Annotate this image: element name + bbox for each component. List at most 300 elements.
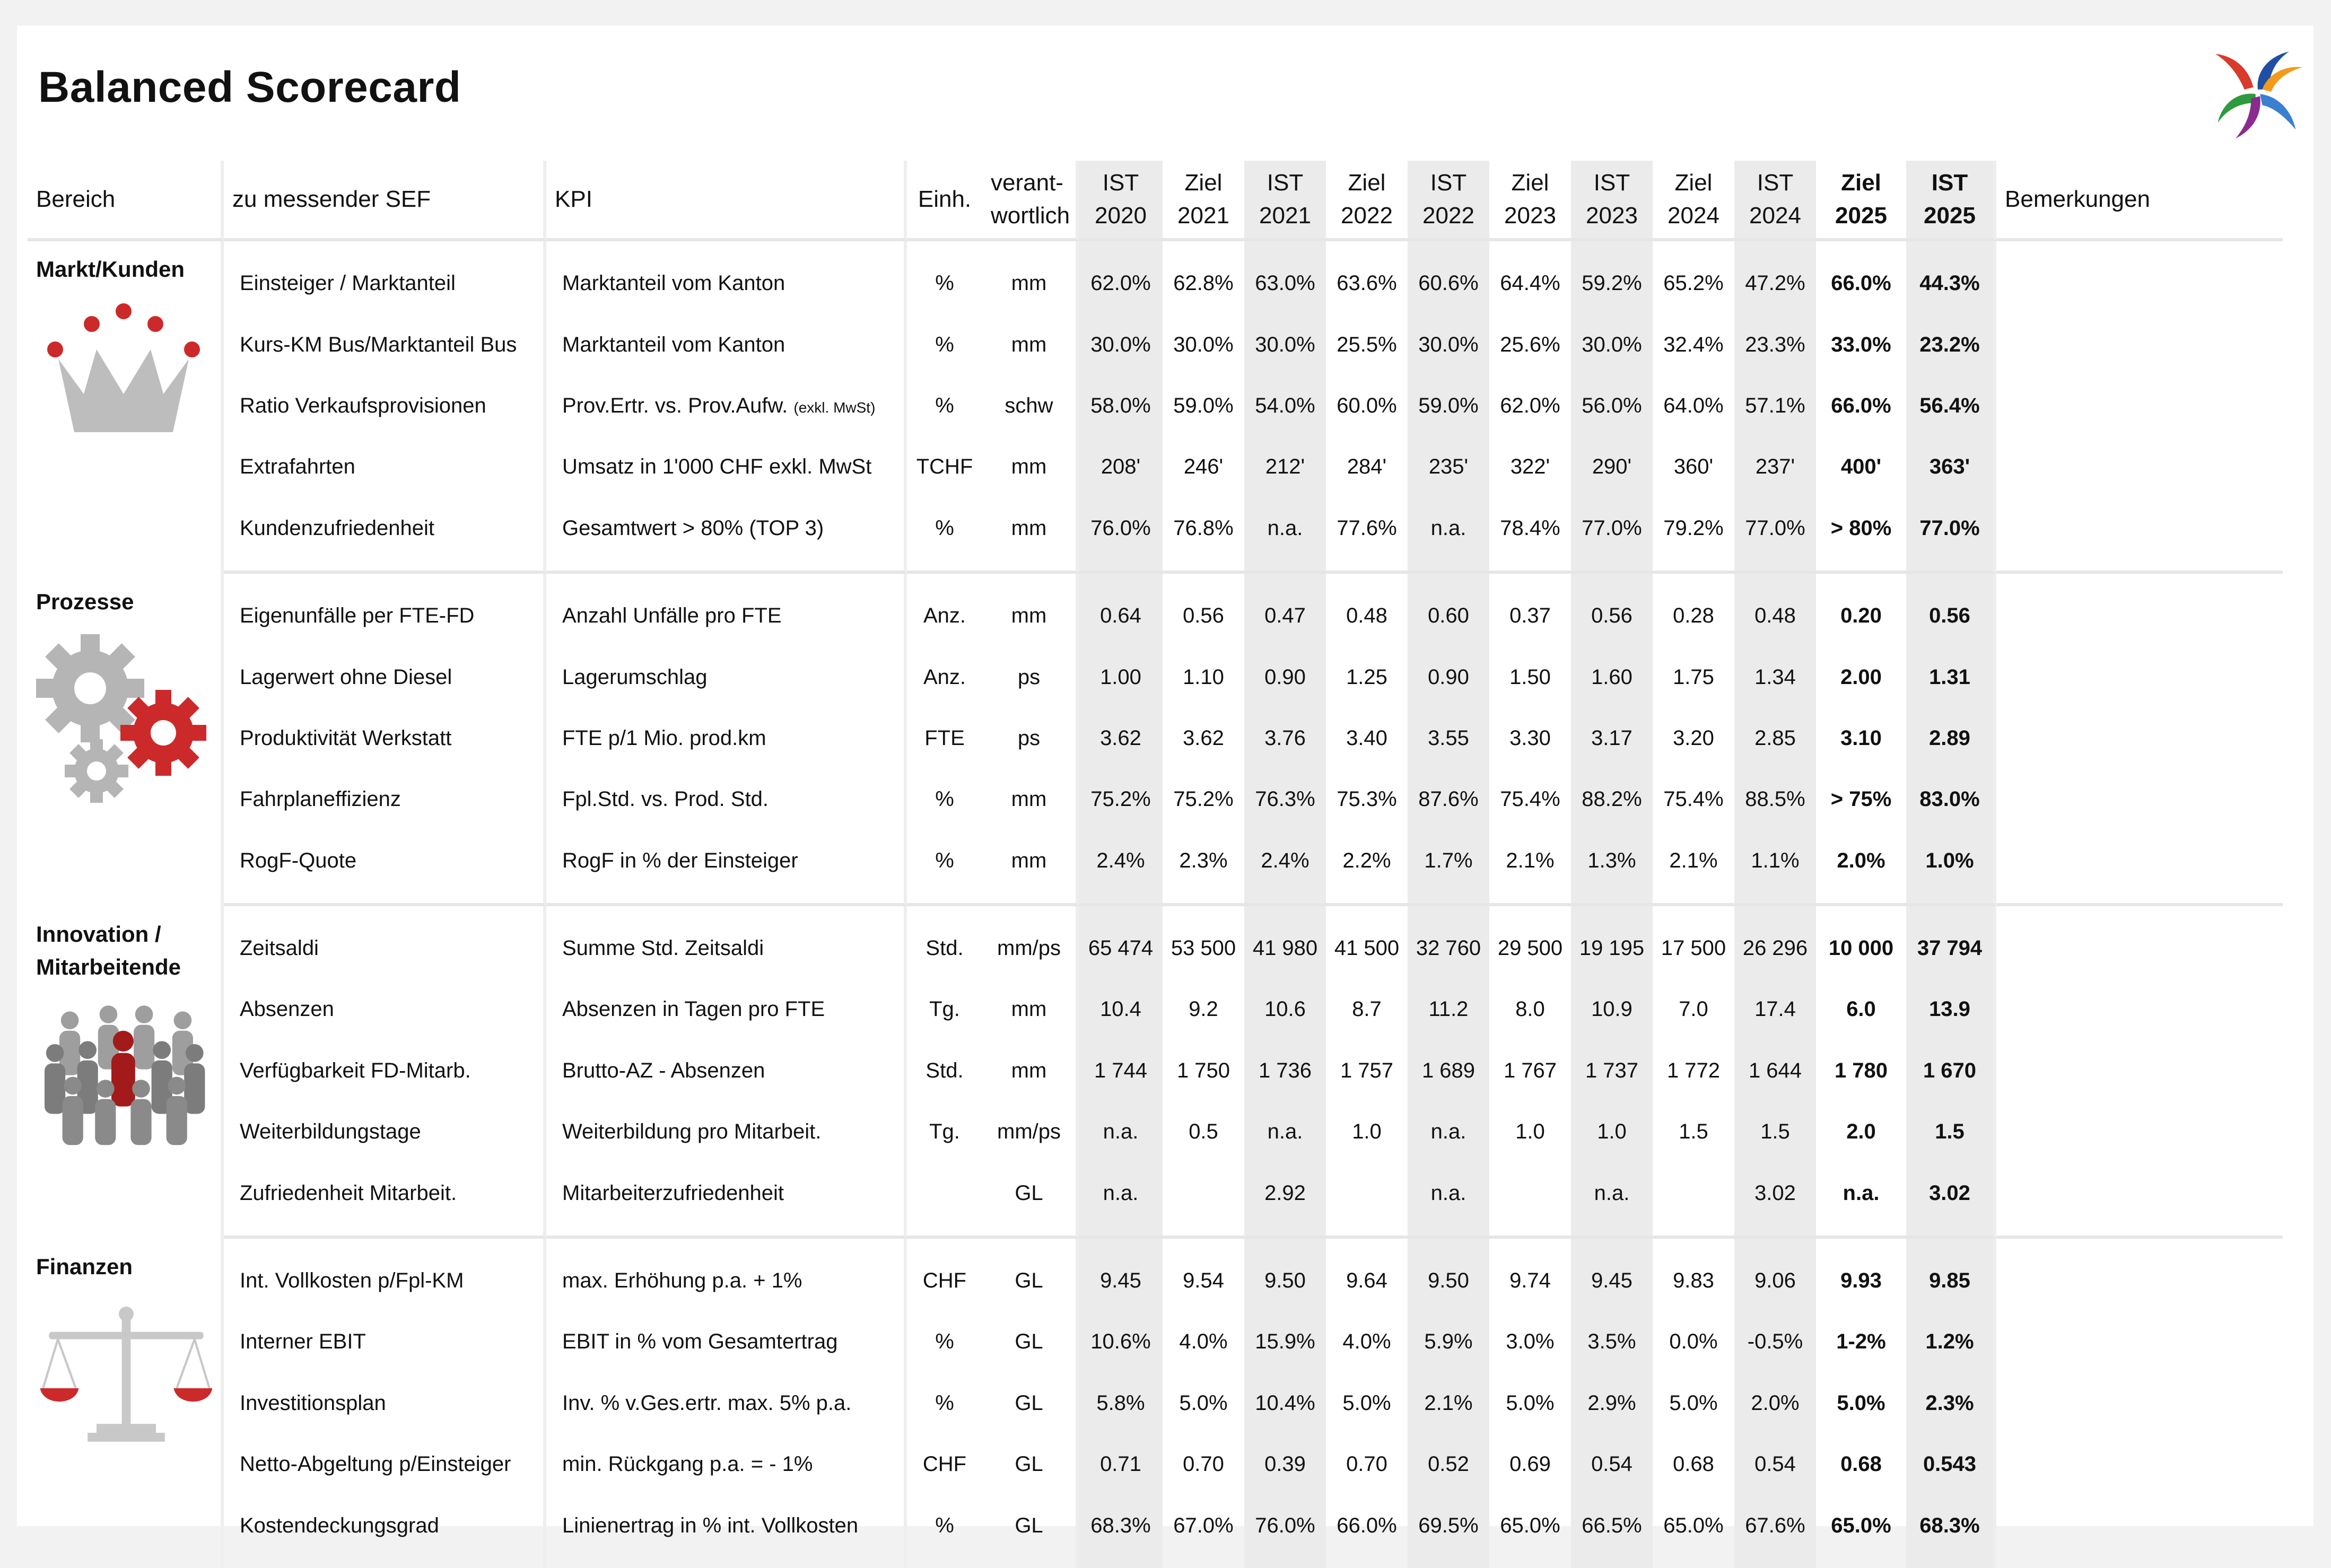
- value-cell-1: 59.0%: [1173, 393, 1234, 417]
- sef-cell: Lagerwert ohne Diesel: [224, 646, 546, 707]
- value-cell-1: 5.0%: [1179, 1391, 1228, 1415]
- table-row: [28, 1162, 2283, 1238]
- kpi-text: EBIT in % vom Gesamtertrag: [562, 1330, 838, 1354]
- value-cell-0: 0.64: [1079, 574, 1163, 646]
- value-cell-9: > 80%: [1816, 498, 1906, 574]
- sef-cell: Netto-Abgeltung p/Einsteiger: [224, 1434, 546, 1495]
- remarks-cell: [1996, 830, 2283, 906]
- value-cell-7: 0.28: [1673, 604, 1714, 628]
- value-cell-9: 10 000: [1828, 936, 1894, 960]
- kpi-text: Prov.Ertr. vs. Prov.Aufw.: [562, 393, 794, 417]
- unit-cell: %: [907, 830, 982, 906]
- header-year-5: [1489, 161, 1571, 241]
- value-cell-4: 2.1%: [1408, 1373, 1489, 1434]
- value-cell-9: 2.0: [1846, 1120, 1876, 1144]
- people-icon: [36, 1000, 216, 1153]
- kpi-cell: [546, 646, 907, 707]
- header-year-6: [1571, 161, 1653, 241]
- value-cell-8: 0.48: [1734, 574, 1816, 646]
- value-cell-2: 30.0%: [1244, 314, 1326, 375]
- kpi-cell: [546, 979, 907, 1040]
- table-row: [28, 1311, 2283, 1372]
- value-cell-6: 9.45: [1571, 1239, 1653, 1311]
- value-cell-5: 322': [1510, 455, 1550, 479]
- kpi-text: Mitarbeiterzufriedenheit: [562, 1181, 784, 1205]
- value-cell-5: 25.6%: [1500, 332, 1560, 356]
- section-name: Prozesse: [36, 589, 134, 614]
- header-year-4: [1408, 161, 1489, 241]
- responsible-cell: mm: [982, 769, 1079, 830]
- value-cell-6: 0.56: [1571, 574, 1653, 646]
- kpi-cell: [546, 1040, 907, 1101]
- table-row: [28, 498, 2283, 574]
- responsible-cell: GL: [982, 1239, 1079, 1311]
- value-cell-6: 1 737: [1571, 1040, 1653, 1101]
- value-cell-7: 65.2%: [1663, 271, 1724, 295]
- unit-cell: %: [935, 787, 954, 811]
- value-cell-5: 78.4%: [1489, 498, 1571, 574]
- value-cell-7: 1 772: [1666, 1058, 1721, 1082]
- value-cell-9: > 75%: [1830, 787, 1892, 811]
- responsible-cell: mm: [982, 830, 1079, 906]
- table-row: [28, 1495, 2283, 1567]
- kpi-text: Marktanteil vom Kanton: [562, 332, 785, 356]
- value-cell-10: 23.2%: [1906, 314, 1996, 375]
- value-cell-6: 1.0: [1571, 1101, 1653, 1162]
- sef-cell: Zufriedenheit Mitarbeit.: [224, 1162, 546, 1238]
- header-year-7-bottom: 2024: [1668, 203, 1719, 229]
- value-cell-9: 1 780: [1834, 1058, 1888, 1082]
- value-cell-0: 1.00: [1079, 646, 1163, 707]
- sef-cell: Produktivität Werkstatt: [224, 708, 546, 769]
- value-cell-7: 79.2%: [1653, 498, 1734, 574]
- header-year-8-bottom: 2024: [1749, 203, 1801, 229]
- value-cell-1: 4.0%: [1179, 1330, 1228, 1354]
- kpi-cell: [546, 1495, 907, 1567]
- remarks-cell: [1996, 708, 2283, 769]
- header-resp-line1: verant-: [991, 170, 1063, 196]
- header-year-4-top: IST: [1430, 170, 1467, 196]
- kpi-text: max. Erhöhung p.a. + 1%: [562, 1269, 802, 1293]
- header-year-1-top: Ziel: [1184, 170, 1223, 196]
- kpi-cell: [546, 498, 907, 574]
- header-year-2-bottom: 2021: [1259, 203, 1311, 229]
- value-cell-5: 0.69: [1509, 1452, 1551, 1476]
- value-cell-9: 2.00: [1840, 665, 1882, 689]
- remarks-cell: [1996, 574, 2283, 646]
- value-cell-4: n.a.: [1408, 1162, 1489, 1238]
- header-year-4-bottom: 2022: [1422, 203, 1474, 229]
- value-cell-4: 60.6%: [1408, 241, 1489, 314]
- value-cell-7: 17 500: [1661, 936, 1726, 960]
- value-cell-4: 1.7%: [1408, 830, 1489, 906]
- value-cell-10: 1 670: [1906, 1040, 1996, 1101]
- kpi-cell: [546, 1434, 907, 1495]
- value-cell-10: 363': [1906, 436, 1996, 497]
- header-year-9-bottom: 2025: [1835, 203, 1887, 229]
- value-cell-10: 3.02: [1906, 1162, 1996, 1238]
- value-cell-9: 5.0%: [1837, 1391, 1885, 1415]
- sef-cell: Extrafahrten: [224, 436, 546, 497]
- value-cell-8: 67.6%: [1734, 1495, 1816, 1567]
- value-cell-6: 88.2%: [1571, 769, 1653, 830]
- value-cell-6: 10.9: [1571, 979, 1653, 1040]
- kpi-cell: [546, 1373, 907, 1434]
- value-cell-0: 76.0%: [1079, 498, 1163, 574]
- header-year-10-top: IST: [1931, 170, 1968, 196]
- value-cell-4: 9.50: [1408, 1239, 1489, 1311]
- value-cell-10: 56.4%: [1906, 375, 1996, 436]
- sef-cell: Interner EBIT: [224, 1311, 546, 1372]
- value-cell-5: 8.0: [1515, 997, 1545, 1021]
- table-row: [28, 314, 2283, 375]
- kpi-cell: [546, 1311, 907, 1372]
- kpi-text: Brutto-AZ - Absenzen: [562, 1058, 765, 1082]
- kpi-text: Linienertrag in % int. Vollkosten: [562, 1513, 859, 1537]
- value-cell-4: 69.5%: [1408, 1495, 1489, 1567]
- value-cell-1: 3.62: [1183, 726, 1224, 750]
- value-cell-4: 1 689: [1408, 1040, 1489, 1101]
- header-year-8: [1734, 161, 1816, 241]
- value-cell-3: 8.7: [1352, 997, 1382, 1021]
- value-cell-5: 29 500: [1497, 936, 1563, 960]
- header-row: [28, 161, 2283, 241]
- value-cell-9: 66.0%: [1831, 393, 1891, 417]
- value-cell-3: 3.40: [1346, 726, 1387, 750]
- kpi-text: Absenzen in Tagen pro FTE: [562, 997, 825, 1021]
- unit-cell: Std.: [926, 1058, 964, 1082]
- table-row: [28, 1434, 2283, 1495]
- value-cell-7: 7.0: [1679, 997, 1708, 1021]
- value-cell-8: 88.5%: [1734, 769, 1816, 830]
- kpi-text: Umsatz in 1'000 CHF exkl. MwSt: [562, 455, 872, 479]
- header-year-7: [1653, 161, 1734, 241]
- value-cell-5: 5.0%: [1506, 1391, 1555, 1415]
- unit-cell: Anz.: [923, 604, 966, 628]
- value-cell-9: 2.0%: [1816, 830, 1906, 906]
- section-cell: [28, 1239, 224, 1568]
- value-cell-9: 33.0%: [1831, 332, 1891, 356]
- responsible-cell: mm/ps: [982, 1101, 1079, 1162]
- value-cell-9: 1-2%: [1836, 1330, 1886, 1354]
- table-row: [28, 1101, 2283, 1162]
- unit-cell: TCHF: [916, 455, 973, 479]
- value-cell-2: 3.76: [1244, 708, 1326, 769]
- value-cell-8: 77.0%: [1734, 498, 1816, 574]
- value-cell-6: 3.5%: [1571, 1311, 1653, 1372]
- value-cell-4: 5.9%: [1408, 1311, 1489, 1372]
- responsible-cell: GL: [982, 1495, 1079, 1567]
- section-0: [28, 241, 2283, 574]
- responsible-cell: GL: [982, 1434, 1079, 1495]
- remarks-cell: [1996, 241, 2283, 314]
- value-cell-10: 2.89: [1906, 708, 1996, 769]
- responsible-cell: mm: [982, 241, 1079, 314]
- value-cell-2: 10.6: [1244, 979, 1326, 1040]
- value-cell-1: 0.56: [1183, 604, 1224, 628]
- kpi-text: RogF in % der Einsteiger: [562, 848, 798, 872]
- header-year-0-bottom: 2020: [1095, 203, 1147, 229]
- value-cell-0: n.a.: [1079, 1162, 1163, 1238]
- value-cell-0: 68.3%: [1079, 1495, 1163, 1567]
- unit-cell: CHF: [922, 1452, 967, 1476]
- header-year-2: [1244, 161, 1326, 241]
- value-cell-7: 2.1%: [1653, 830, 1734, 906]
- value-cell-1: 0.5: [1189, 1120, 1218, 1144]
- value-cell-6: 2.9%: [1571, 1373, 1653, 1434]
- value-cell-1: 1 750: [1176, 1058, 1230, 1082]
- kpi-text: FTE p/1 Mio. prod.km: [562, 726, 766, 750]
- value-cell-6: 59.2%: [1571, 241, 1653, 314]
- table-row: [28, 830, 2283, 906]
- gears-icon: [36, 634, 216, 814]
- value-cell-9: 66.0%: [1831, 271, 1891, 295]
- value-cell-3: 1 757: [1340, 1058, 1394, 1082]
- value-cell-7: [1653, 1162, 1734, 1238]
- header-year-7-top: Ziel: [1674, 170, 1713, 196]
- table-row: [28, 646, 2283, 707]
- value-cell-10: 68.3%: [1906, 1495, 1996, 1567]
- header-year-3-top: Ziel: [1348, 170, 1386, 196]
- value-cell-7: 65.0%: [1663, 1513, 1724, 1537]
- kpi-cell: [546, 1101, 907, 1162]
- value-cell-5: 3.30: [1509, 726, 1551, 750]
- table-row: [28, 436, 2283, 497]
- value-cell-7: 64.0%: [1663, 393, 1724, 417]
- value-cell-4: n.a.: [1408, 498, 1489, 574]
- value-cell-3: 0.70: [1346, 1452, 1387, 1476]
- table-row: [28, 769, 2283, 830]
- value-cell-0: 1 744: [1079, 1040, 1163, 1101]
- section-cell: [28, 906, 224, 1239]
- kpi-text: Inv. % v.Ges.ertr. max. 5% p.a.: [562, 1391, 852, 1415]
- value-cell-8: 9.06: [1734, 1239, 1816, 1311]
- responsible-cell: GL: [982, 1373, 1079, 1434]
- value-cell-7: 0.68: [1673, 1452, 1714, 1476]
- value-cell-9: 6.0: [1846, 997, 1876, 1021]
- kpi-note: (exkl. MwSt): [793, 399, 876, 416]
- value-cell-10: 13.9: [1906, 979, 1996, 1040]
- header-verantwortlich: [982, 161, 1079, 241]
- kpi-cell: [546, 1162, 907, 1238]
- responsible-cell: mm/ps: [982, 906, 1079, 979]
- value-cell-5: 62.0%: [1500, 393, 1560, 417]
- header-sef: zu messender SEF: [224, 161, 546, 241]
- value-cell-10: 83.0%: [1906, 769, 1996, 830]
- header-year-2-top: IST: [1267, 170, 1304, 196]
- kpi-cell: [546, 314, 907, 375]
- value-cell-6: 290': [1571, 436, 1653, 497]
- value-cell-5: 9.74: [1509, 1269, 1551, 1293]
- header-year-5-bottom: 2023: [1504, 203, 1556, 229]
- remarks-cell: [1996, 1040, 2283, 1101]
- value-cell-5: 1.50: [1509, 665, 1551, 689]
- kpi-cell: [546, 574, 907, 646]
- remarks-cell: [1996, 1311, 2283, 1372]
- value-cell-2: n.a.: [1244, 1101, 1326, 1162]
- table-row: [28, 375, 2283, 436]
- value-cell-1: 76.8%: [1163, 498, 1244, 574]
- value-cell-8: 1.1%: [1734, 830, 1816, 906]
- value-cell-0: 65 474: [1079, 906, 1163, 979]
- sef-cell: Einsteiger / Marktanteil: [224, 241, 546, 314]
- value-cell-5: 65.0%: [1500, 1513, 1560, 1537]
- unit-cell: %: [935, 332, 954, 356]
- sef-cell: Kurs-KM Bus/Marktanteil Bus: [224, 314, 546, 375]
- value-cell-2: 76.0%: [1244, 1495, 1326, 1567]
- sef-cell: RogF-Quote: [224, 830, 546, 906]
- value-cell-10: 1.5: [1906, 1101, 1996, 1162]
- value-cell-5: 0.37: [1509, 604, 1551, 628]
- sef-cell: Kundenzufriedenheit: [224, 498, 546, 574]
- value-cell-5: 1.0: [1515, 1120, 1545, 1144]
- crown-icon: [36, 302, 216, 450]
- remarks-cell: [1996, 436, 2283, 497]
- value-cell-8: 57.1%: [1734, 375, 1816, 436]
- sef-cell: Zeitsaldi: [224, 906, 546, 979]
- sef-cell: Kostendeckungsgrad: [224, 1495, 546, 1567]
- sef-cell: Investitionsplan: [224, 1373, 546, 1434]
- kpi-text: Weiterbildung pro Mitarbeit.: [562, 1120, 822, 1144]
- scales-icon: [36, 1299, 216, 1453]
- value-cell-0: 30.0%: [1079, 314, 1163, 375]
- remarks-cell: [1996, 314, 2283, 375]
- kpi-text: Lagerumschlag: [562, 665, 708, 689]
- section-name: Markt/Kunden: [36, 257, 185, 282]
- table-row: [28, 574, 2283, 646]
- value-cell-1: 67.0%: [1173, 1513, 1234, 1537]
- value-cell-9: 65.0%: [1831, 1513, 1891, 1537]
- responsible-cell: mm: [982, 574, 1079, 646]
- value-cell-8: 3.02: [1734, 1162, 1816, 1238]
- value-cell-4: 3.55: [1408, 708, 1489, 769]
- header-year-0-top: IST: [1102, 170, 1139, 196]
- value-cell-0: 58.0%: [1079, 375, 1163, 436]
- value-cell-8: 1.34: [1734, 646, 1816, 707]
- kpi-text: Marktanteil vom Kanton: [562, 271, 785, 295]
- value-cell-10: 2.3%: [1906, 1373, 1996, 1434]
- unit-cell: %: [935, 1391, 954, 1415]
- value-cell-7: 0.0%: [1669, 1330, 1718, 1354]
- unit-cell: Anz.: [923, 665, 966, 689]
- value-cell-3: 1.0: [1352, 1120, 1382, 1144]
- value-cell-3: 284': [1347, 455, 1387, 479]
- remarks-cell: [1996, 906, 2283, 979]
- value-cell-6: 66.5%: [1571, 1495, 1653, 1567]
- value-cell-2: 212': [1244, 436, 1326, 497]
- header-year-5-top: Ziel: [1511, 170, 1549, 196]
- logo-icon: [2202, 36, 2313, 147]
- remarks-cell: [1996, 979, 2283, 1040]
- value-cell-9: 400': [1840, 455, 1882, 479]
- remarks-cell: [1996, 1495, 2283, 1567]
- value-cell-3: 4.0%: [1342, 1330, 1391, 1354]
- unit-cell: FTE: [924, 726, 965, 750]
- value-cell-7: 1.75: [1673, 665, 1714, 689]
- value-cell-2: n.a.: [1244, 498, 1326, 574]
- kpi-cell: [546, 241, 907, 314]
- section-cell: [28, 574, 224, 906]
- responsible-cell: mm: [982, 314, 1079, 375]
- value-cell-7: 1.5: [1679, 1120, 1708, 1144]
- sef-cell: Int. Vollkosten p/Fpl-KM: [224, 1239, 546, 1311]
- value-cell-2: 0.90: [1244, 646, 1326, 707]
- value-cell-2: 15.9%: [1244, 1311, 1326, 1372]
- remarks-cell: [1996, 1239, 2283, 1311]
- value-cell-3: 0.48: [1346, 604, 1387, 628]
- value-cell-0: 62.0%: [1079, 241, 1163, 314]
- unit-cell: Tg.: [929, 997, 960, 1021]
- value-cell-10: 0.543: [1906, 1434, 1996, 1495]
- value-cell-10: 1.0%: [1906, 830, 1996, 906]
- value-cell-10: 9.85: [1906, 1239, 1996, 1311]
- responsible-cell: ps: [982, 646, 1079, 707]
- value-cell-6: 30.0%: [1571, 314, 1653, 375]
- section-1: [28, 574, 2283, 906]
- value-cell-6: 3.17: [1571, 708, 1653, 769]
- value-cell-4: 11.2: [1408, 979, 1489, 1040]
- value-cell-4: 235': [1408, 436, 1489, 497]
- value-cell-1: 1.10: [1183, 665, 1224, 689]
- value-cell-6: 0.54: [1571, 1434, 1653, 1495]
- kpi-text: Gesamtwert > 80% (TOP 3): [562, 516, 824, 540]
- value-cell-5: 3.0%: [1506, 1330, 1555, 1354]
- value-cell-2: 76.3%: [1244, 769, 1326, 830]
- section-name: Finanzen: [36, 1254, 133, 1279]
- unit-cell: CHF: [922, 1269, 967, 1293]
- kpi-cell: [546, 708, 907, 769]
- sef-cell: Absenzen: [224, 979, 546, 1040]
- value-cell-3: 75.3%: [1337, 787, 1397, 811]
- unit-cell: Std.: [926, 936, 964, 960]
- value-cell-1: 246': [1183, 455, 1224, 479]
- table-row: [28, 241, 2283, 314]
- value-cell-7: 5.0%: [1669, 1391, 1718, 1415]
- header-resp-line2: wortlich: [991, 203, 1070, 229]
- value-cell-0: 3.62: [1079, 708, 1163, 769]
- value-cell-2: 2.4%: [1244, 830, 1326, 906]
- unit-cell: Tg.: [929, 1120, 960, 1144]
- responsible-cell: ps: [982, 708, 1079, 769]
- table-row: [28, 906, 2283, 979]
- section-2: [28, 906, 2283, 1239]
- value-cell-2: 1 736: [1244, 1040, 1326, 1101]
- value-cell-8: 0.54: [1734, 1434, 1816, 1495]
- header-year-9-top: Ziel: [1841, 170, 1881, 196]
- remarks-cell: [1996, 646, 2283, 707]
- sef-cell: Eigenunfälle per FTE-FD: [224, 574, 546, 646]
- value-cell-10: 0.56: [1906, 574, 1996, 646]
- value-cell-8: 1.5: [1734, 1101, 1816, 1162]
- header-year-3: [1326, 161, 1408, 241]
- value-cell-1: 53 500: [1171, 936, 1236, 960]
- value-cell-2: 54.0%: [1244, 375, 1326, 436]
- header-year-3-bottom: 2022: [1341, 203, 1393, 229]
- section-3: [28, 1239, 2283, 1568]
- value-cell-4: 0.60: [1408, 574, 1489, 646]
- responsible-cell: mm: [982, 436, 1079, 497]
- remarks-cell: [1996, 1373, 2283, 1434]
- value-cell-5: 64.4%: [1500, 271, 1560, 295]
- header-bereich: Bereich: [28, 161, 224, 241]
- sef-cell: Fahrplaneffizienz: [224, 769, 546, 830]
- unit-cell: %: [935, 393, 954, 417]
- value-cell-1: 9.54: [1183, 1269, 1224, 1293]
- responsible-cell: mm: [982, 1040, 1079, 1101]
- section-cell: [28, 241, 224, 574]
- kpi-cell: [546, 830, 907, 906]
- value-cell-8: 2.0%: [1734, 1373, 1816, 1434]
